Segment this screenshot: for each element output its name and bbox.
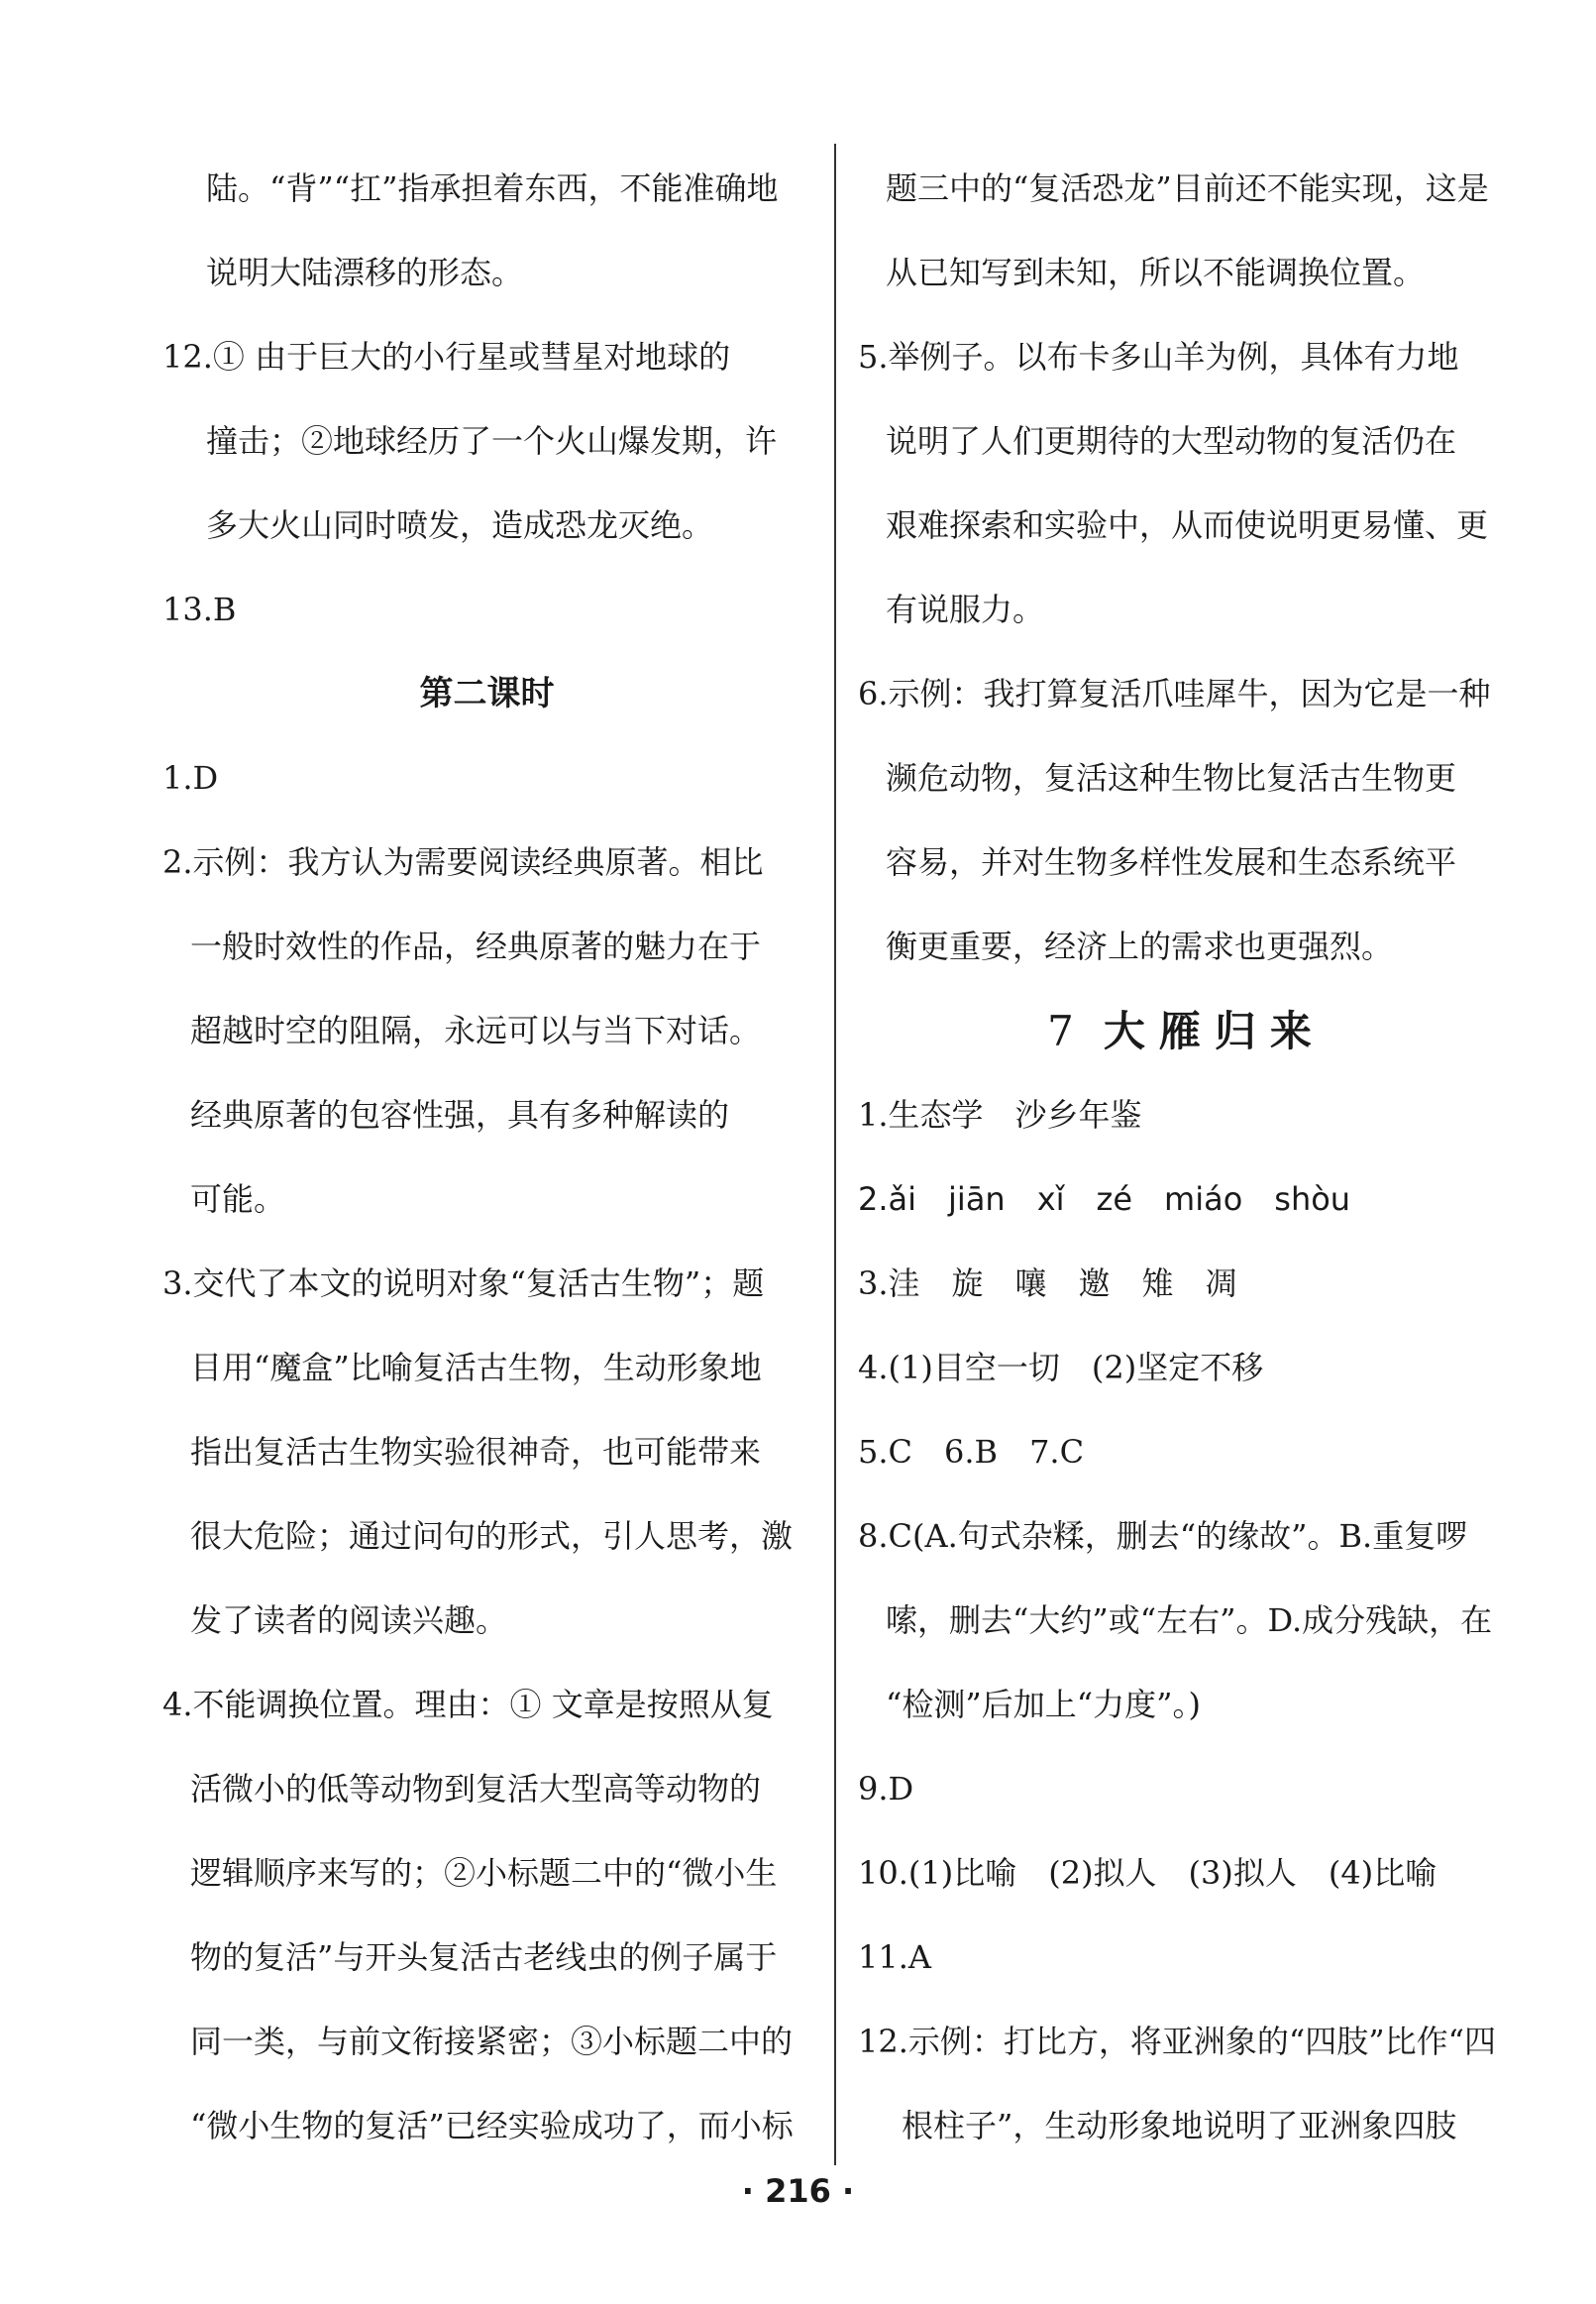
text-line: 超越时空的阻隔，永远可以与当下对话。: [190, 1012, 762, 1049]
column-divider: [834, 144, 836, 2165]
text-line: 活微小的低等动物到复活大型高等动物的: [190, 1770, 762, 1808]
text-line: 多大火山同时喷发，造成恐龙灭绝。: [206, 506, 714, 544]
text-line: “微小生物的复活”已经实验成功了，而小标: [190, 2107, 794, 2144]
text-line: 有说服力。: [886, 591, 1045, 628]
text-line: 1.生态学 沙乡年鉴: [858, 1096, 1142, 1134]
right-column: [858, 147, 1515, 2168]
text-line: 撞击；②地球经历了一个火山爆发期，许: [206, 422, 778, 460]
text-line: 4.不能调换位置。理由：① 文章是按照从复: [162, 1686, 774, 1723]
text-line: 根柱子”，生动形象地说明了亚洲象四肢: [902, 2107, 1457, 2144]
text-line: 说明大陆漂移的形态。: [206, 254, 524, 291]
text-line: 嗦，删去“大约”或“左右”。D.成分残缺，在: [886, 1601, 1493, 1639]
text-line: 6.示例：我打算复活爪哇犀牛，因为它是一种: [858, 675, 1491, 713]
text-line: 濒危动物，复活这种生物比复活古生物更: [886, 759, 1457, 797]
text-line: 5.举例子。以布卡多山羊为例，具体有力地: [858, 338, 1459, 376]
text-line: 3.洼 旋 嚷 邀 雉 凋: [858, 1264, 1237, 1302]
text-line: 可能。: [190, 1180, 286, 1218]
text-line: 艰难探索和实验中，从而使说明更易懂、更: [886, 506, 1489, 544]
text-line: 说明了人们更期待的大型动物的复活仍在: [886, 422, 1457, 460]
text-line: 10.(1)比喻 (2)拟人 (3)拟人 (4)比喻: [858, 1854, 1437, 1892]
text-line: 11.A: [858, 1938, 931, 1976]
lesson-number: 7: [1047, 1007, 1074, 1055]
text-line: 从已知写到未知，所以不能调换位置。: [886, 254, 1426, 291]
text-line: 一般时效性的作品，经典原著的魅力在于: [190, 928, 762, 965]
text-line: 同一类，与前文衔接紧密；③小标题二中的: [190, 2023, 794, 2060]
lesson-title: 大雁归来: [1103, 1007, 1326, 1055]
text-line: 12.示例：打比方，将亚洲象的“四肢”比作“四: [858, 2023, 1496, 2060]
text-line: 13.B: [162, 591, 237, 628]
text-line: 3.交代了本文的说明对象“复活古生物”；题: [162, 1264, 765, 1302]
text-line: 8.C(A.句式杂糅，删去“的缘故”。B.重复啰: [858, 1517, 1468, 1555]
text-line: 物的复活”与开头复活古老线虫的例子属于: [190, 1938, 778, 1976]
lesson-heading: [858, 989, 1515, 1073]
text-line: 5.C 6.B 7.C: [858, 1433, 1085, 1471]
page-number: · 216 ·: [741, 2172, 855, 2210]
text-line: “检测”后加上“力度”。): [886, 1686, 1201, 1723]
text-line: 1.D: [162, 759, 219, 797]
text-line: 衡更重要，经济上的需求也更强烈。: [886, 928, 1394, 965]
text-line: 4.(1)目空一切 (2)坚定不移: [858, 1349, 1264, 1386]
section-heading: 第二课时: [419, 674, 555, 713]
text-line: 容易，并对生物多样性发展和生态系统平: [886, 843, 1457, 881]
text-line: 9.D: [858, 1770, 914, 1808]
text-line: 指出复活古生物实验很神奇，也可能带来: [190, 1433, 762, 1471]
text-line: 2.ǎi jiān xǐ zé miáo shòu: [858, 1180, 1351, 1218]
text-line: 发了读者的阅读兴趣。: [190, 1601, 508, 1639]
text-line: 题三中的“复活恐龙”目前还不能实现，这是: [886, 169, 1489, 207]
text-line: 目用“魔盒”比喻复活古生物，生动形象地: [190, 1349, 762, 1386]
text-line: 逻辑顺序来写的；②小标题二中的“微小生: [190, 1854, 778, 1892]
text-line: 12.① 由于巨大的小行星或彗星对地球的: [162, 338, 731, 376]
text-line: 很大危险；通过问句的形式，引人思考，激: [190, 1517, 794, 1555]
left-column: [162, 147, 811, 2168]
text-line: 2.示例：我方认为需要阅读经典原著。相比: [162, 843, 764, 881]
text-line: 陆。“背”“扛”指承担着东西，不能准确地: [206, 169, 779, 207]
text-line: 经典原著的包容性强，具有多种解读的: [190, 1096, 730, 1134]
